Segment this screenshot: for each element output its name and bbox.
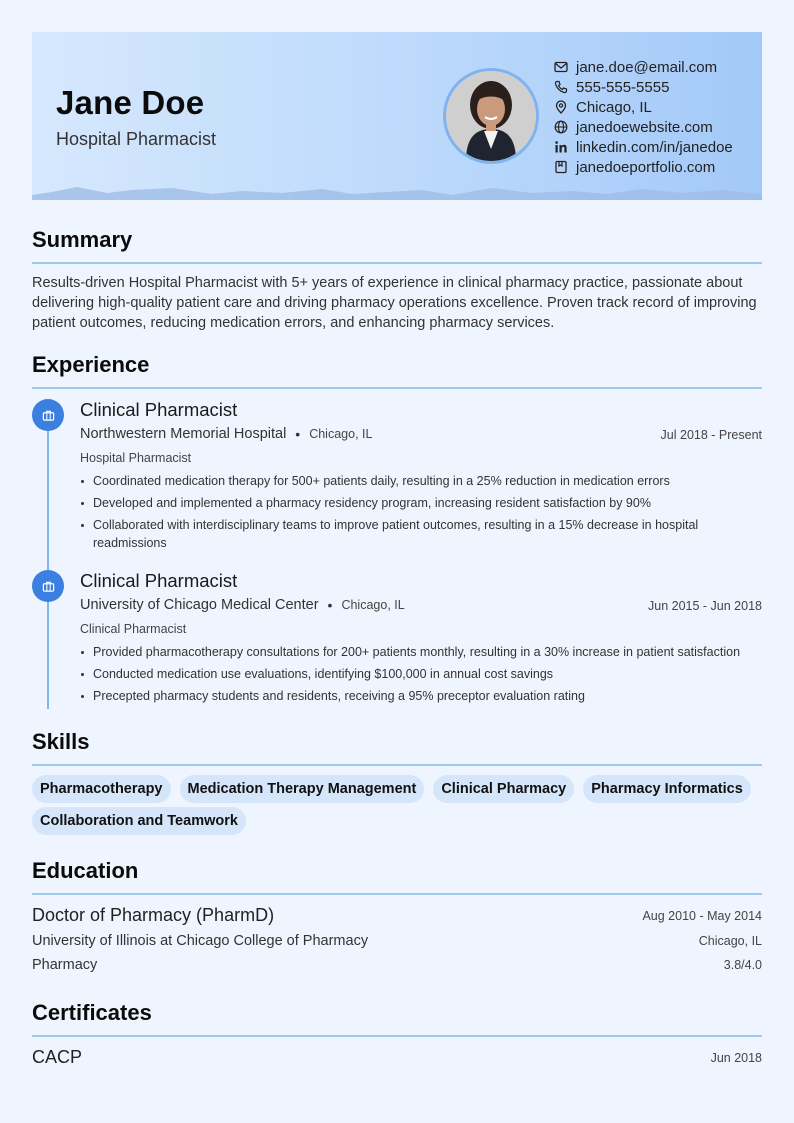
skills-section [32, 726, 762, 835]
job-organization-line [80, 597, 405, 613]
education-gpa: 3.8/4.0 [723, 958, 762, 972]
skill-chip: Clinical Pharmacy [433, 775, 574, 803]
skill-chip: Pharmacotherapy [32, 775, 171, 803]
job-location: Chicago, IL [309, 427, 373, 441]
skills-list [32, 775, 762, 835]
certificates-section [32, 997, 762, 1073]
summary-heading: Summary [32, 227, 133, 252]
experience-section [32, 349, 762, 709]
portfolio-icon [554, 160, 568, 174]
education-degree: Doctor of Pharmacy (PharmD) [32, 905, 275, 925]
separator-dot: • [327, 597, 333, 613]
contact-phone-text: 555-555-5555 [576, 78, 670, 96]
mail-icon [554, 60, 568, 74]
phone-icon [554, 80, 568, 94]
job-organization: Northwestern Memorial Hospital [80, 426, 287, 442]
candidate-name: Jane Doe [56, 84, 205, 121]
resume-header [32, 32, 762, 200]
job-bullet: Precepted pharmacy students and residents, receiving a 95% preceptor evaluation rating [80, 687, 760, 705]
job-dates: Jun 2015 - Jun 2018 [648, 599, 762, 613]
job-role: Clinical Pharmacist [80, 570, 238, 591]
profile-photo [443, 68, 539, 164]
contact-location [554, 97, 733, 117]
contact-portfolio-text: janedoeportfolio.com [576, 158, 716, 176]
education-school: University of Illinois at Chicago College of Pharmacy [32, 933, 369, 949]
job-entry [32, 570, 762, 710]
education-field-row [32, 955, 762, 979]
contact-list [554, 57, 733, 177]
job-subtitle: Clinical Pharmacist [80, 622, 187, 636]
contact-website[interactable] [554, 117, 733, 137]
separator-dot: • [295, 426, 301, 442]
contact-phone[interactable] [554, 77, 733, 97]
job-location: Chicago, IL [341, 598, 405, 612]
education-school-row [32, 931, 762, 955]
education-field: Pharmacy [32, 957, 98, 973]
section-divider [32, 262, 762, 264]
job-organization-line [80, 426, 372, 442]
education-dates: Aug 2010 - May 2014 [642, 909, 762, 923]
contact-website-text: janedoewebsite.com [576, 118, 713, 136]
education-section [32, 855, 762, 979]
linkedin-icon [554, 140, 568, 154]
skills-heading: Skills [32, 729, 90, 754]
job-bullet: Developed and implemented a pharmacy residency program, increasing resident satisfaction by 90% [80, 494, 720, 512]
job-role: Clinical Pharmacist [80, 399, 238, 420]
contact-email[interactable] [554, 57, 733, 77]
education-heading: Education [32, 858, 139, 883]
contact-location-text: Chicago, IL [576, 98, 652, 116]
job-marker [32, 570, 64, 602]
contact-portfolio[interactable] [554, 157, 733, 177]
contact-linkedin-text: linkedin.com/in/janedoe [576, 138, 733, 156]
section-divider [32, 387, 762, 389]
header-wave-decoration [32, 184, 762, 200]
contact-linkedin[interactable] [554, 137, 733, 157]
job-bullet-list [80, 643, 760, 709]
job-subtitle: Hospital Pharmacist [80, 451, 192, 465]
certificate-name: CACP [32, 1047, 83, 1067]
contact-email-text: jane.doe@email.com [576, 58, 718, 76]
briefcase-icon [42, 409, 55, 422]
experience-heading: Experience [32, 352, 150, 377]
job-organization: University of Chicago Medical Center [80, 597, 319, 613]
briefcase-icon [42, 580, 55, 593]
education-degree-row [32, 905, 762, 931]
section-divider [32, 1035, 762, 1037]
skill-chip: Pharmacy Informatics [583, 775, 751, 803]
job-entry [32, 399, 762, 564]
job-bullet-list [80, 472, 720, 556]
job-marker [32, 399, 64, 431]
summary-text: Results-driven Hospital Pharmacist with 5+ years of experience in clinical pharmacy practice, passionate about delivering high-quality patient care and driving pharmacy operations excellence. Proven track record of improving patient outcomes, reducing medication errors, and enhancing pharmacy services. [32, 275, 757, 331]
profile-photo-image [446, 71, 536, 161]
resume-page [32, 32, 762, 1067]
summary-section [32, 224, 762, 333]
section-divider [32, 764, 762, 766]
section-divider [32, 893, 762, 895]
skill-chip: Collaboration and Teamwork [32, 807, 246, 835]
job-bullet: Collaborated with interdisciplinary teams to improve patient outcomes, resulting in a 15% decrease in hospital readmissions [80, 516, 720, 552]
candidate-title: Hospital Pharmacist [56, 129, 217, 149]
education-location: Chicago, IL [698, 934, 762, 948]
globe-icon [554, 120, 568, 134]
skill-chip: Medication Therapy Management [180, 775, 425, 803]
location-pin-icon [554, 100, 568, 114]
job-bullet: Coordinated medication therapy for 500+ patients daily, resulting in a 25% reduction in medication errors [80, 472, 720, 490]
certificate-date: Jun 2018 [710, 1051, 762, 1065]
certificates-heading: Certificates [32, 1000, 152, 1025]
job-bullet: Provided pharmacotherapy consultations for 200+ patients monthly, resulting in a 30% increase in patient satisfaction [80, 643, 760, 661]
job-dates: Jul 2018 - Present [660, 428, 762, 442]
certificate-row [32, 1047, 762, 1073]
job-bullet: Conducted medication use evaluations, identifying $100,000 in annual cost savings [80, 665, 760, 683]
